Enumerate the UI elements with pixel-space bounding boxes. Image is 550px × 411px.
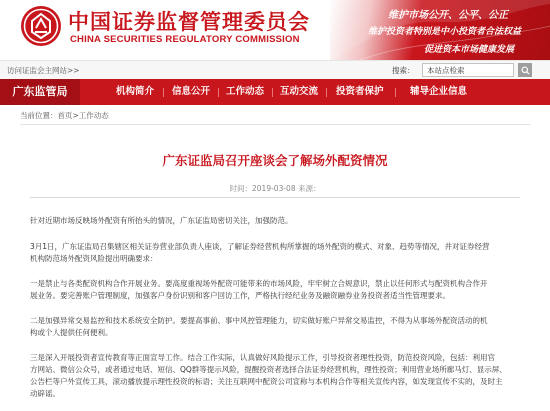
nav-item-tutoring-companies[interactable]: 辅导企业信息 (410, 86, 468, 97)
paragraph-line: 构或个人提供任何便利。 (30, 328, 113, 337)
paragraph-line: 动辟谣。 (30, 389, 60, 398)
paragraph-line: 三是深入开展投资者宣传教育等正面宣导工作。结合工作实际，认真做好风险提示工作，引导投资者理性投资，防范投资风险，包括：利用官 (30, 353, 495, 362)
article-title: 广东证监局召开座谈会了解场外配资情况 (162, 153, 388, 168)
nav-separator (272, 88, 273, 97)
paragraph-line: 针对近期市场反映场外配资有所抬头的情况，广东证监局密切关注，加强防范。 (30, 216, 293, 225)
utility-bar (0, 60, 550, 79)
paragraph-line: 二是加强异常交易监控和技术系统安全防护。要提高事前、事中风控管理能力，切实做好账户异常交易监控，不得为从事场外配资活动的机 (30, 316, 488, 325)
article-paragraph (30, 315, 522, 339)
nav-separator (163, 88, 164, 97)
paragraph-line: 方网站、微信公众号，或者通过电话、短信、QQ群等提示风险，提醒投资者选择合法证券经营机构，理性投资；利用营业场所廊马灯、显示屏、 (30, 365, 507, 374)
nav-brand-home[interactable]: 广东监管局 (0, 79, 80, 105)
article-paragraph (30, 215, 522, 227)
csrc-emblem-icon[interactable] (20, 5, 62, 47)
search-icon (521, 66, 530, 75)
breadcrumb-divider (20, 124, 530, 125)
org-name-en: CHINA SECURITIES REGULATORY COMMISSION (70, 34, 300, 45)
slogan-line-1: 维护市场公开、公平、公正 (388, 10, 508, 21)
search-button[interactable] (518, 63, 532, 77)
slogan-line-3: 促进资本市场健康发展 (424, 45, 515, 55)
nav-separator (218, 88, 219, 97)
article-divider (30, 197, 520, 198)
article-paragraph (30, 352, 522, 400)
nav-item-interaction[interactable]: 互动交流 (280, 86, 319, 97)
nav-separator (395, 88, 396, 97)
paragraph-line: 一是禁止与各类配资机构合作开展业务。要高度重视场外配资可能带来的市场风险，牢牢树立合规意识，禁止以任何形式与配资机构合作开 (30, 279, 488, 288)
site-header (0, 0, 550, 60)
search-input[interactable] (422, 63, 514, 77)
slogan-line-2: 维护投资者特别是中小投资者合法权益 (368, 27, 522, 37)
paragraph-line: 机构防范场外配资风险提出明确要求： (30, 254, 158, 263)
paragraph-line: 3月1日，广东证监局召集辖区相关证券营业部负责人座谈，了解证券经营机构所掌握的场外配资的模式、对象、趋势等情况，并对证券经营 (30, 242, 490, 251)
article-paragraph (30, 278, 522, 302)
article-date: 时间：2019-03-08 来源： (229, 184, 321, 193)
paragraph-line: 公告栏等户外宣传工具，滚动播放提示理性投资的标语；关注互联网中配资公司宣称与本机构合作等相关宣传内容，如发现宣传不实的，及时主 (30, 377, 503, 386)
nav-item-info-disclosure[interactable]: 信息公开 (172, 86, 211, 97)
main-nav (0, 79, 550, 105)
main-site-link[interactable]: 访问证监会主网站>> (7, 66, 80, 75)
nav-item-investor-protection[interactable]: 投资者保护 (336, 86, 384, 97)
breadcrumb[interactable]: 当前位置：首页>工作动态 (20, 111, 109, 120)
paragraph-line: 展业务。要完善账户管理制度，加强客户身份识别和客户回访工作，严格执行经纪业务及融资融券业务投资者适当性管理要求。 (30, 291, 450, 300)
search-label: 搜索： (392, 66, 415, 75)
org-name-cn: 中国证券监督管理委员会 (68, 9, 310, 34)
nav-item-work-news[interactable]: 工作动态 (226, 86, 265, 97)
nav-separator (326, 88, 327, 97)
article-paragraph (30, 241, 522, 265)
slogan-banner (330, 0, 550, 60)
nav-item-org-intro[interactable]: 机构简介 (116, 86, 155, 97)
